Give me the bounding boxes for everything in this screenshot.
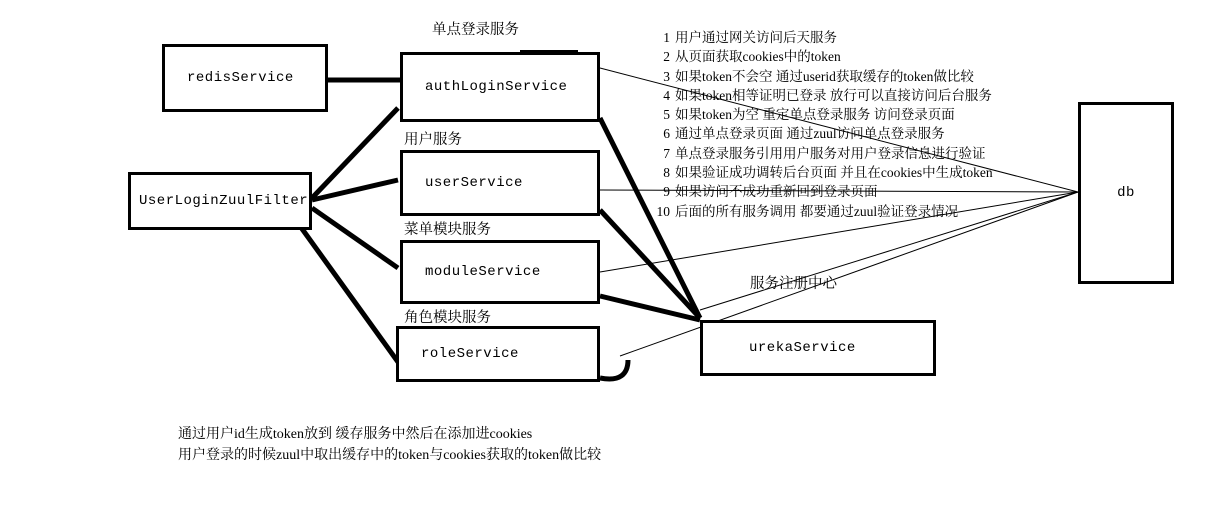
step-text: 用户通过网关访问后天服务 bbox=[675, 30, 837, 45]
bottom-note-line: 用户登录的时候zuul中取出缓存中的token与cookies获取的token做比较 bbox=[178, 448, 602, 463]
list-item bbox=[652, 144, 993, 163]
step-text: 如果验证成功调转后台页面 并且在cookies中生成token bbox=[675, 165, 993, 181]
list-item bbox=[652, 105, 993, 124]
step-text: 如果token相等证明已登录 放行可以直接访问后台服务 bbox=[675, 87, 992, 103]
list-item bbox=[652, 182, 993, 201]
node-role-service[interactable] bbox=[396, 326, 600, 382]
list-item bbox=[652, 47, 993, 66]
caption-role: 角色模块服务 bbox=[404, 310, 491, 326]
node-auth-login-service[interactable] bbox=[400, 52, 600, 122]
step-number: 10 bbox=[656, 203, 670, 219]
node-ureka-service-label: urekaService bbox=[749, 340, 856, 356]
bottom-note-line: 通过用户id生成token放到 缓存服务中然后在添加进cookies bbox=[178, 427, 533, 442]
step-text: 如果访问不成功重新回到登录页面 bbox=[675, 184, 878, 200]
caption-module: 菜单模块服务 bbox=[404, 222, 491, 238]
step-number: 7 bbox=[663, 145, 670, 161]
step-number: 6 bbox=[663, 126, 670, 142]
node-redis-service-label: redisService bbox=[187, 70, 294, 86]
step-number: 2 bbox=[663, 49, 670, 65]
step-text: 后面的所有服务调用 都要通过zuul验证登录情况 bbox=[675, 203, 959, 219]
step-text: 单点登录服务引用用户服务对用户登录信息进行验证 bbox=[675, 145, 986, 161]
list-item bbox=[652, 163, 993, 182]
node-redis-service[interactable] bbox=[162, 44, 328, 112]
node-user-login-zuul-filter[interactable] bbox=[128, 172, 312, 230]
node-db[interactable] bbox=[1078, 102, 1174, 284]
step-number: 8 bbox=[663, 165, 670, 181]
node-module-service-label: moduleService bbox=[425, 264, 541, 280]
step-number: 3 bbox=[663, 68, 670, 84]
node-ureka-service[interactable] bbox=[700, 320, 936, 376]
list-item bbox=[652, 202, 993, 221]
step-list bbox=[652, 28, 993, 221]
node-role-service-label: roleService bbox=[421, 346, 519, 362]
list-item bbox=[652, 28, 993, 47]
step-text: 从页面获取cookies中的token bbox=[675, 49, 841, 65]
node-user-service[interactable] bbox=[400, 150, 600, 216]
list-item bbox=[652, 124, 993, 143]
step-text: 通过单点登录页面 通过zuul访问单点登录服务 bbox=[675, 126, 945, 142]
caption-user: 用户服务 bbox=[404, 132, 462, 148]
list-item bbox=[652, 86, 993, 105]
step-text: 如果token不会空 通过userid获取缓存的token做比较 bbox=[675, 68, 974, 84]
caption-ureka: 服务注册中心 bbox=[750, 276, 837, 292]
step-number: 4 bbox=[663, 87, 670, 103]
list-item bbox=[652, 67, 993, 86]
node-module-service[interactable] bbox=[400, 240, 600, 304]
node-auth-login-service-label: authLoginService bbox=[425, 79, 568, 95]
step-number: 5 bbox=[663, 107, 670, 123]
node-user-login-zuul-filter-label: UserLoginZuulFilter bbox=[139, 193, 309, 209]
step-number: 9 bbox=[663, 184, 670, 200]
step-text: 如果token为空 重定单点登录服务 访问登录页面 bbox=[675, 107, 955, 123]
node-db-label: db bbox=[1117, 185, 1135, 201]
bottom-note bbox=[178, 424, 601, 466]
caption-auth: 单点登录服务 bbox=[432, 22, 519, 38]
step-number: 1 bbox=[663, 30, 670, 45]
node-user-service-label: userService bbox=[425, 175, 523, 191]
